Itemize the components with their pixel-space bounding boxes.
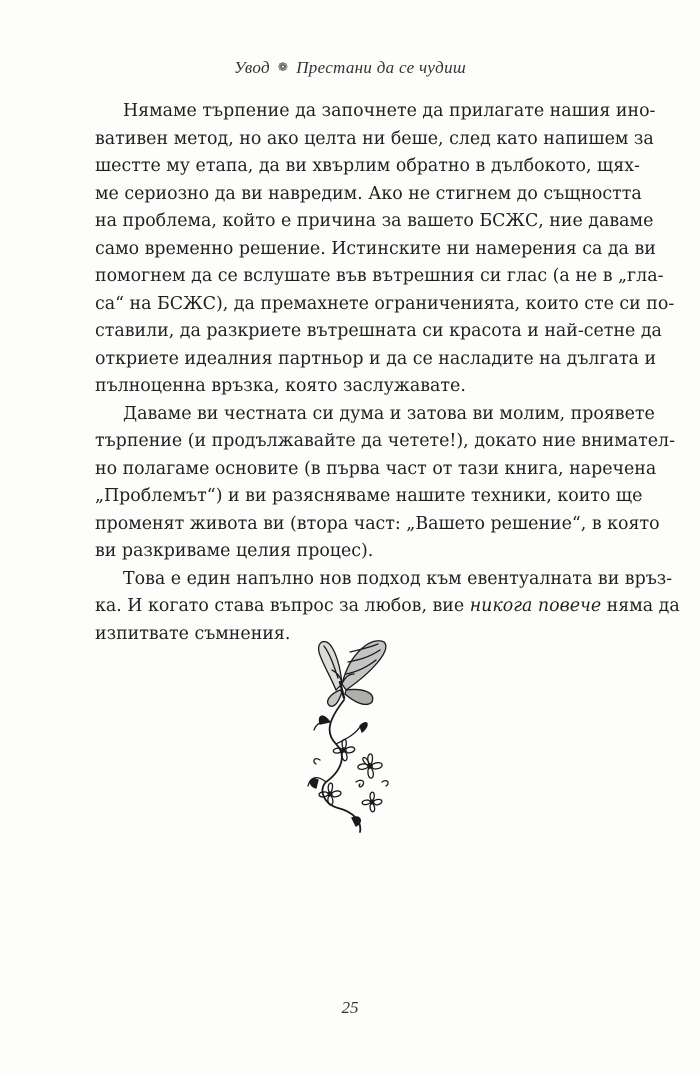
butterfly-flower-vine-icon [300, 632, 405, 837]
text-line: търпение (и продължавайте да четете!), докато ние внимател- [95, 431, 675, 451]
text-line: Това е един напълно нов подход към евентуалната ви връз- [123, 568, 673, 589]
text-segment: няма да [601, 596, 680, 616]
text-line: „Проблемът“) и ви разясняваме нашите техники, които ще [95, 486, 643, 506]
text-line: на проблема, който е причина за вашето БСЖС, ние даваме [95, 211, 654, 231]
page-number: 25 [341, 998, 359, 1017]
text-line: откриете идеалния партньор и да се насладите на дългата и [95, 348, 657, 369]
text-line: ме сериозно да ви навредим. Ако не стигнем до същността [95, 183, 642, 204]
text-line: Даваме ви честната си дума и затова ви молим, проявете [123, 403, 655, 424]
emphasis-text: никога повече [469, 596, 602, 616]
text-line: ви разкриваме целия процес). [95, 541, 374, 561]
text-line: шестте му етапа, да ви хвърлим обратно в дълбокото, щях- [95, 156, 640, 176]
text-line: са“ на БСЖС), да премахнете ограниченията, които сте си по- [95, 293, 675, 314]
text-line [95, 593, 680, 621]
text-line: само временно решение. Истинските ни намерения са да ви [95, 238, 656, 259]
body-text [95, 98, 680, 648]
text-line: Нямаме търпение да започнете да прилагате нашия ино- [123, 101, 656, 121]
text-line: изпитвате съмнения. [95, 623, 291, 644]
text-line: но полагаме основите (в първа част от тази книга, наречена [95, 458, 657, 479]
running-head [0, 58, 700, 78]
paragraph-1 [95, 98, 675, 401]
text-line: помогнем да се вслушате във вътрешния си глас (а не в „гла- [95, 266, 664, 286]
separator-ornament-icon: ❁ [277, 60, 289, 74]
chapter-title: Престани да се чудиш [296, 58, 467, 77]
chapter-label: Увод [233, 58, 270, 77]
text-line: пълноценна връзка, която заслужавате. [95, 376, 466, 396]
text-segment: ка. И когато става въпрос за любов, вие [95, 596, 470, 616]
paragraph-2 [95, 401, 675, 566]
text-line: ставили, да разкриете вътрешната си красота и най-сетне да [95, 321, 662, 341]
text-line: променят живота ви (втора част: „Вашето решение“, в която [95, 513, 660, 534]
text-line: вативен метод, но ако целта ни беше, след като напишем за [95, 128, 654, 149]
